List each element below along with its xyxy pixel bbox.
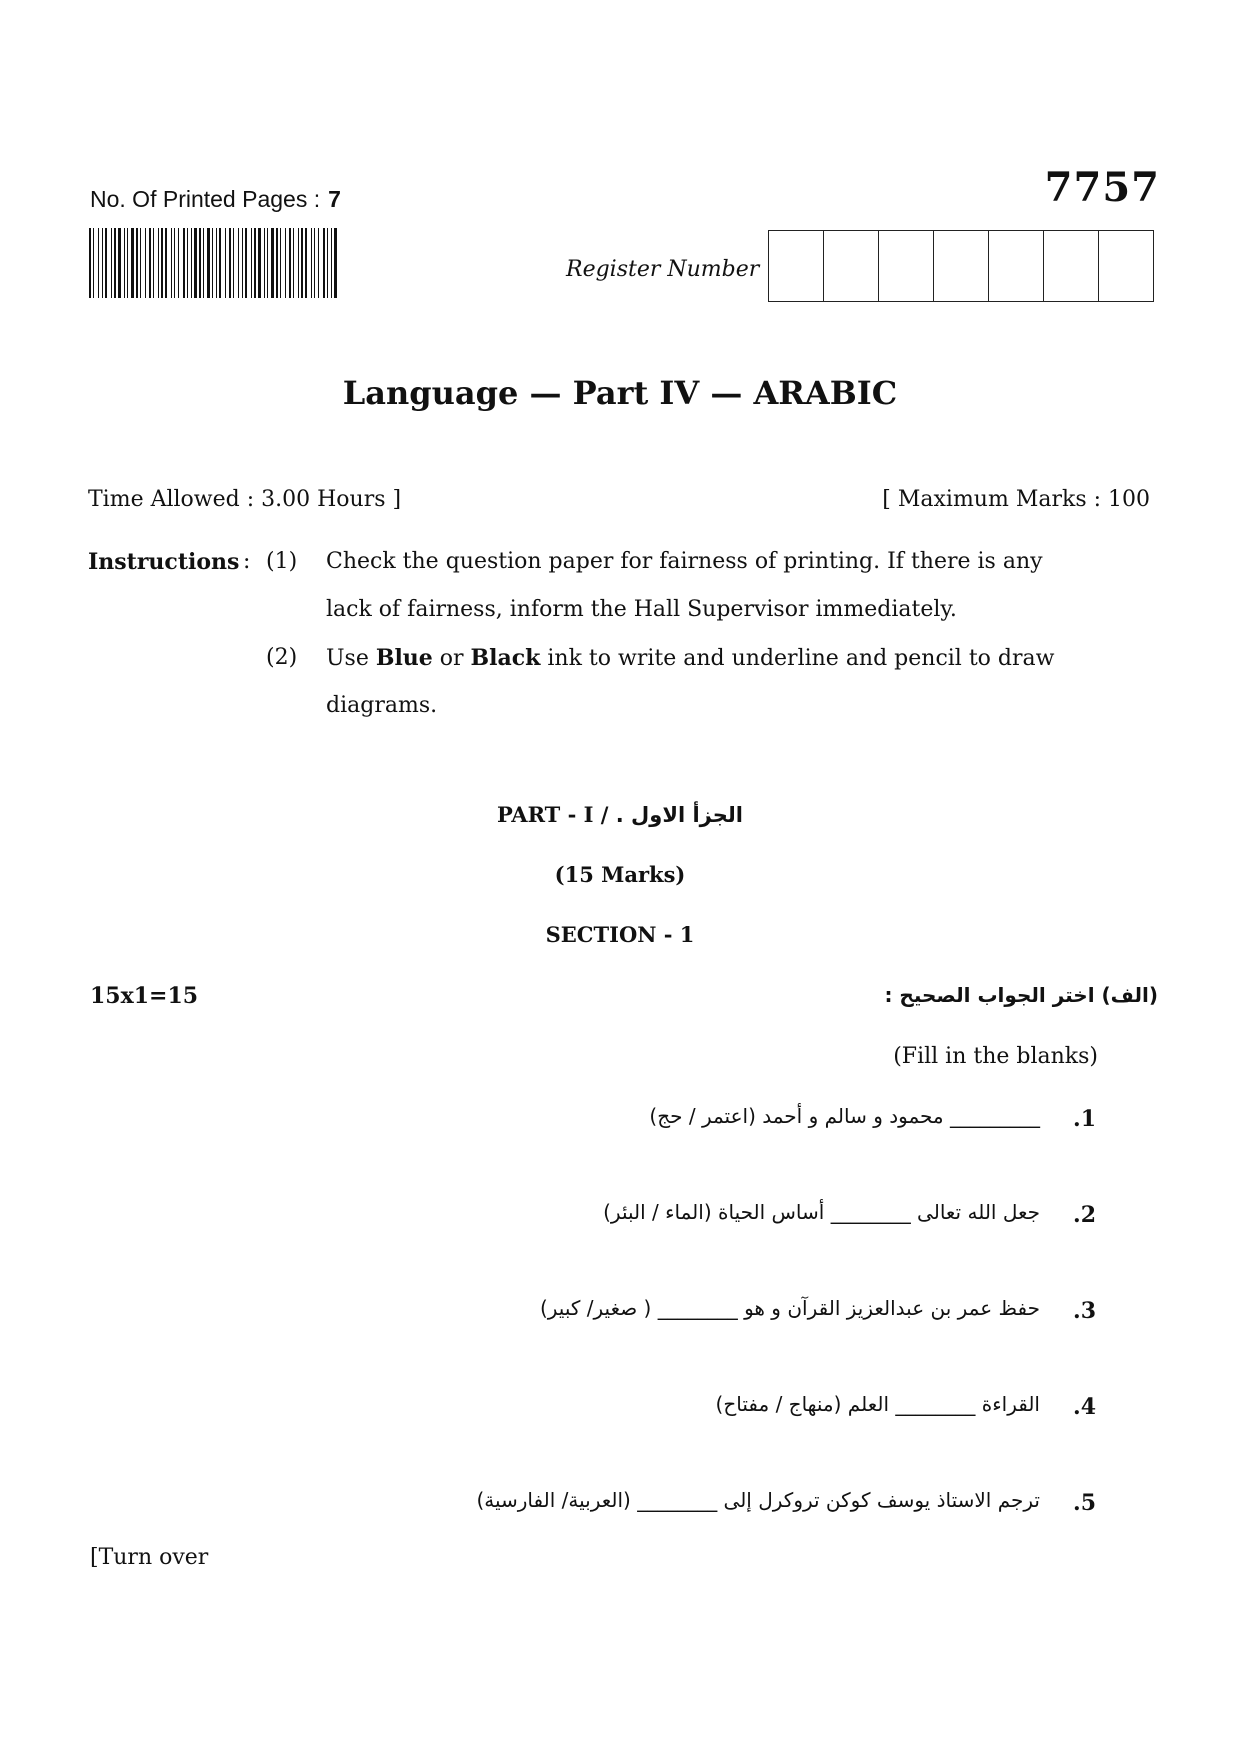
barcode-bar — [216, 228, 217, 298]
printed-pages-line — [90, 186, 341, 213]
barcode-bar — [105, 228, 107, 298]
barcode-bar — [280, 228, 281, 298]
barcode-bar — [289, 228, 291, 298]
barcode-bar — [305, 228, 307, 298]
barcode-bar — [293, 228, 294, 298]
barcode-bar — [254, 228, 256, 298]
barcode-bar — [271, 228, 274, 298]
barcode-bar — [178, 228, 179, 298]
instruction-2-text-c: ink to write and underline and pencil to draw — [540, 646, 1055, 671]
barcode-bar — [111, 228, 112, 298]
barcode-bar — [318, 228, 319, 298]
barcode-bar — [98, 228, 99, 298]
question-1-text: _________ محمود و سالم و أحمد (اعتمر / حج) — [649, 1104, 1040, 1128]
barcode-bar — [311, 228, 312, 298]
section-heading: SECTION - 1 — [545, 922, 695, 947]
instruction-2-text-a: Use — [326, 646, 376, 671]
barcode-bar — [219, 228, 221, 298]
barcode-bar — [124, 228, 125, 298]
question-2-text: جعل الله تعالى ________ أساس الحياة (الماء / البئر) — [603, 1200, 1040, 1224]
barcode-bar — [298, 228, 299, 298]
question-4-number: .4 — [1073, 1394, 1096, 1420]
fill-in-blanks-instruction: (Fill in the blanks) — [893, 1044, 1098, 1069]
register-digit-box[interactable] — [769, 231, 824, 301]
part-arabic-label: الجزأ الاول . — [615, 803, 743, 827]
barcode-bar — [301, 228, 303, 298]
barcode-bar — [276, 228, 278, 298]
section-score: 15x1=15 — [90, 983, 199, 1009]
question-3-text: حفظ عمر بن عبدالعزيز القرآن و هو ________ ( صغير/ كبير) — [539, 1296, 1040, 1320]
question-2-number: .2 — [1073, 1202, 1096, 1228]
instruction-2-number: (2) — [266, 645, 298, 670]
barcode-bar — [118, 228, 121, 298]
barcode-bar — [145, 228, 146, 298]
barcode-bar — [161, 228, 163, 298]
barcode-bar — [183, 228, 185, 298]
question-5-text: ترجم الاستاذ يوسف كوكن تروكرل إلى ________ (العربية/ الفارسية) — [476, 1488, 1040, 1512]
barcode-bar — [314, 228, 315, 298]
barcode-bar — [174, 228, 175, 298]
register-digit-box[interactable] — [879, 231, 934, 301]
barcode-bar — [327, 228, 328, 298]
register-digit-box[interactable] — [824, 231, 879, 301]
turn-over-note: [Turn over — [90, 1545, 209, 1570]
register-digit-box[interactable] — [1099, 231, 1153, 301]
barcode-bar — [331, 228, 332, 298]
barcode-bar — [136, 228, 138, 298]
time-allowed: Time Allowed : 3.00 Hours ] — [88, 487, 402, 512]
barcode-bar — [245, 228, 247, 298]
register-digit-box[interactable] — [1044, 231, 1099, 301]
instructions-label: Instructions — [88, 549, 240, 575]
barcode-bar — [171, 228, 172, 298]
barcode-bar — [264, 228, 265, 298]
part-label: PART - I / — [497, 802, 616, 827]
maximum-marks: [ Maximum Marks : 100 — [882, 487, 1150, 512]
paper-title: Language — Part IV — ARABIC — [342, 374, 898, 412]
barcode-bar — [251, 228, 252, 298]
barcode-bar — [187, 228, 188, 298]
barcode-bar — [242, 228, 243, 298]
barcode-bar — [225, 228, 226, 298]
register-number-label: Register Number — [566, 257, 760, 282]
printed-pages-value: 7 — [328, 186, 341, 212]
question-4-text: القراءة ________ العلم (منهاج / مفتاح) — [715, 1392, 1040, 1416]
barcode-bar — [233, 228, 234, 298]
part-heading — [0, 802, 1240, 827]
printed-pages-label: No. Of Printed Pages : — [90, 186, 321, 212]
part-marks: (15 Marks) — [554, 862, 686, 887]
barcode-bar — [238, 228, 239, 298]
barcode-bar — [93, 228, 94, 298]
barcode-bar — [165, 228, 167, 298]
barcode-bar — [194, 228, 197, 298]
instruction-1-line-2: lack of fairness, inform the Hall Supervisor immediately. — [326, 597, 957, 622]
question-3-number: .3 — [1073, 1298, 1096, 1324]
barcode-bar — [212, 228, 213, 298]
instruction-1-line-1: Check the question paper for fairness of printing. If there is any — [326, 549, 1043, 574]
barcode-bar — [207, 228, 210, 298]
barcode-bar — [229, 228, 231, 298]
instructions-colon: : — [243, 549, 251, 574]
register-digit-box[interactable] — [989, 231, 1044, 301]
section-a-heading: (الف) اختر الجواب الصحيح : — [884, 983, 1158, 1007]
paper-code: 7757 — [1044, 164, 1160, 211]
barcode-bar — [199, 228, 201, 298]
barcode-bar — [89, 228, 91, 298]
barcode-bar — [158, 228, 159, 298]
question-1-number: .1 — [1073, 1106, 1096, 1132]
register-number-boxes — [768, 230, 1154, 302]
barcode-bar — [323, 228, 325, 298]
barcode-bar — [131, 228, 134, 298]
barcode-bar — [140, 228, 141, 298]
instruction-2-blue: Blue — [375, 645, 433, 671]
register-digit-box[interactable] — [934, 231, 989, 301]
barcode-bar — [127, 228, 128, 298]
barcode-bar — [102, 228, 103, 298]
barcode-image — [88, 228, 338, 298]
instruction-2-line-1 — [326, 645, 1054, 671]
barcode-bar — [153, 228, 154, 298]
barcode-bar — [149, 228, 151, 298]
barcode-bar — [285, 228, 286, 298]
question-5-number: .5 — [1073, 1490, 1096, 1516]
instruction-1-number: (1) — [266, 549, 298, 574]
barcode-bar — [267, 228, 268, 298]
barcode-bar — [191, 228, 192, 298]
barcode-bar — [114, 228, 116, 298]
barcode-bar — [258, 228, 261, 298]
barcode-bar — [334, 228, 337, 298]
instruction-2-black: Black — [470, 645, 541, 671]
instruction-2-line-2: diagrams. — [326, 693, 438, 718]
barcode-bar — [203, 228, 204, 298]
instruction-2-text-b: or — [432, 646, 471, 671]
